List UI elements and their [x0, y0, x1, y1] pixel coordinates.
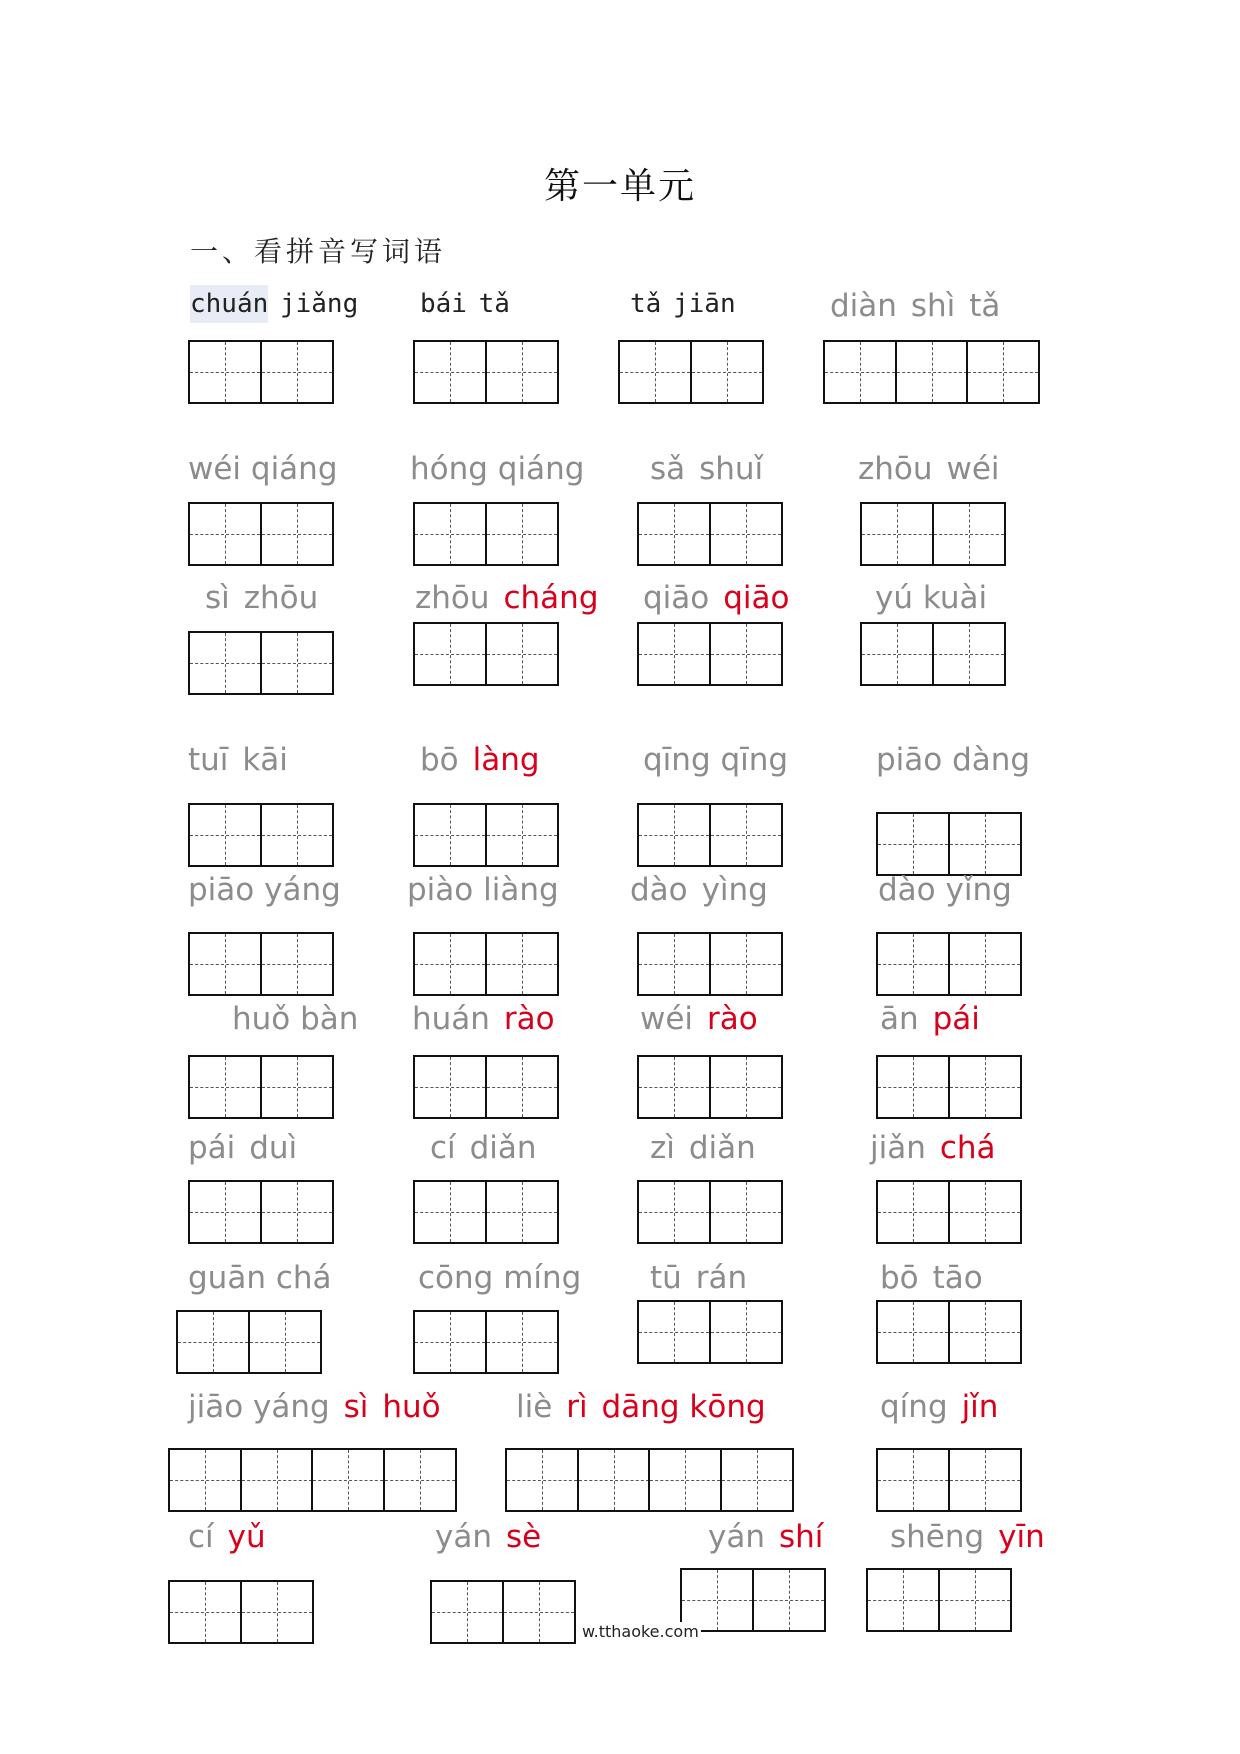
pinyin-prompt — [858, 451, 1000, 487]
pinyin-prompt — [876, 742, 1031, 778]
pinyin-syllable: yìng — [701, 872, 768, 908]
section-title: 一、看拼音写词语 — [190, 235, 447, 268]
pinyin-prompt — [188, 742, 288, 778]
pinyin-prompt — [435, 1519, 542, 1555]
pinyin-syllable: sì — [343, 1389, 369, 1425]
pinyin-syllable: qiāo — [643, 580, 710, 616]
writing-grid[interactable] — [680, 1568, 826, 1632]
writing-grid[interactable] — [876, 932, 1022, 996]
pinyin-prompt — [516, 1389, 766, 1425]
pinyin-syllable: shuǐ — [699, 451, 764, 487]
writing-grid[interactable] — [637, 502, 783, 566]
writing-cell[interactable] — [413, 502, 487, 566]
pinyin-syllable: chuán — [190, 285, 268, 323]
writing-cell[interactable] — [932, 502, 1006, 566]
writing-grid[interactable] — [413, 932, 559, 996]
writing-grid[interactable] — [876, 1180, 1022, 1244]
writing-grid[interactable] — [413, 1180, 559, 1244]
pinyin-syllable: piāo dàng — [876, 742, 1031, 778]
writing-cell[interactable] — [260, 1180, 334, 1244]
pinyin-prompt — [630, 291, 736, 317]
pinyin-syllable: tū — [650, 1260, 682, 1296]
writing-grid[interactable] — [860, 502, 1006, 566]
writing-cell[interactable] — [966, 340, 1040, 404]
writing-cell[interactable] — [260, 932, 334, 996]
pinyin-prompt — [430, 1130, 537, 1166]
writing-cell[interactable] — [866, 1568, 940, 1632]
writing-grid[interactable] — [430, 1580, 576, 1644]
pinyin-prompt — [643, 742, 789, 778]
pinyin-syllable: rán — [695, 1260, 748, 1296]
pinyin-syllable: kāi — [242, 742, 288, 778]
writing-cell[interactable] — [260, 803, 334, 867]
writing-cell[interactable] — [948, 1055, 1022, 1119]
writing-grid[interactable] — [188, 932, 334, 996]
writing-cell[interactable] — [168, 1580, 242, 1644]
pinyin-prompt — [650, 1260, 748, 1296]
writing-cell[interactable] — [948, 1300, 1022, 1364]
pinyin-syllable: piāo yáng — [188, 872, 341, 908]
pinyin-prompt — [205, 580, 319, 616]
pinyin-syllable: rì — [566, 1389, 588, 1425]
writing-grid[interactable] — [637, 932, 783, 996]
pinyin-syllable: cōng míng — [418, 1260, 582, 1296]
pinyin-syllable: yǔ — [227, 1519, 266, 1555]
writing-grid[interactable] — [637, 1055, 783, 1119]
writing-cell[interactable] — [948, 932, 1022, 996]
writing-cell[interactable] — [485, 1310, 559, 1374]
writing-cell[interactable] — [485, 803, 559, 867]
writing-cell[interactable] — [637, 502, 711, 566]
writing-grid[interactable] — [876, 1055, 1022, 1119]
pinyin-syllable: jiān — [673, 289, 736, 319]
writing-grid[interactable] — [618, 340, 764, 404]
pinyin-prompt — [188, 1260, 332, 1296]
writing-cell[interactable] — [188, 932, 262, 996]
pinyin-syllable: pái — [188, 1130, 236, 1166]
pinyin-syllable: tǎ — [969, 288, 1001, 324]
pinyin-syllable: piào liàng — [407, 872, 559, 908]
pinyin-syllable: wéi qiáng — [188, 451, 338, 487]
writing-grid[interactable] — [176, 1310, 322, 1374]
pinyin-syllable: tǎ — [630, 289, 662, 319]
writing-cell[interactable] — [413, 1310, 487, 1374]
pinyin-prompt — [232, 1001, 359, 1037]
writing-cell[interactable] — [637, 1300, 711, 1364]
pinyin-syllable: qīng qīng — [643, 742, 789, 778]
pinyin-syllable: dāng kōng — [601, 1389, 766, 1425]
pinyin-prompt — [640, 1001, 758, 1037]
pinyin-syllable: diǎn — [688, 1130, 756, 1166]
writing-cell[interactable] — [648, 1448, 722, 1512]
writing-cell[interactable] — [485, 622, 559, 686]
writing-cell[interactable] — [938, 1568, 1012, 1632]
writing-cell[interactable] — [168, 1448, 242, 1512]
pinyin-prompt — [880, 1389, 999, 1425]
writing-cell[interactable] — [383, 1448, 457, 1512]
pinyin-prompt — [630, 872, 768, 908]
writing-cell[interactable] — [895, 340, 969, 404]
writing-cell[interactable] — [709, 1300, 783, 1364]
writing-cell[interactable] — [948, 1180, 1022, 1244]
pinyin-prompt — [188, 1130, 298, 1166]
writing-grid[interactable] — [168, 1448, 457, 1512]
pinyin-syllable: zì — [650, 1130, 675, 1166]
pinyin-syllable: liè — [516, 1389, 553, 1425]
writing-cell[interactable] — [709, 1180, 783, 1244]
pinyin-syllable: guān chá — [188, 1260, 332, 1296]
pinyin-syllable: ān — [880, 1001, 919, 1037]
writing-grid[interactable] — [637, 1300, 783, 1364]
writing-grid[interactable] — [188, 1055, 334, 1119]
pinyin-syllable: sè — [505, 1519, 542, 1555]
pinyin-syllable: làng — [472, 742, 540, 778]
writing-cell[interactable] — [637, 803, 711, 867]
pinyin-prompt — [188, 451, 338, 487]
pinyin-syllable: yīn — [998, 1519, 1045, 1555]
pinyin-syllable: cí — [430, 1130, 456, 1166]
writing-cell[interactable] — [502, 1580, 576, 1644]
writing-cell[interactable] — [637, 1180, 711, 1244]
pinyin-syllable: huǒ bàn — [232, 1001, 359, 1037]
writing-cell[interactable] — [876, 932, 950, 996]
writing-grid[interactable] — [168, 1580, 314, 1644]
writing-cell[interactable] — [876, 1300, 950, 1364]
pinyin-prompt — [708, 1519, 824, 1555]
pinyin-syllable: jiǎng — [279, 289, 359, 319]
pinyin-prompt — [830, 288, 1001, 324]
writing-grid[interactable] — [188, 340, 334, 404]
pinyin-syllable: pái — [932, 1001, 980, 1037]
writing-cell[interactable] — [577, 1448, 651, 1512]
writing-grid[interactable] — [637, 803, 783, 867]
writing-cell[interactable] — [720, 1448, 794, 1512]
writing-cell[interactable] — [860, 502, 934, 566]
pinyin-prompt — [880, 1260, 983, 1296]
pinyin-syllable: cháng — [503, 580, 599, 616]
pinyin-syllable: yán — [435, 1519, 492, 1555]
pinyin-prompt — [188, 1519, 266, 1555]
writing-grid[interactable] — [876, 1448, 1022, 1512]
writing-grid[interactable] — [413, 803, 559, 867]
writing-cell[interactable] — [876, 1055, 950, 1119]
pinyin-syllable: yán — [708, 1519, 765, 1555]
pinyin-syllable: tuī — [188, 742, 229, 778]
writing-cell[interactable] — [948, 1448, 1022, 1512]
pinyin-prompt — [420, 291, 510, 317]
writing-cell[interactable] — [823, 340, 897, 404]
pinyin-prompt — [890, 1519, 1045, 1555]
pinyin-syllable: jiǎn — [870, 1130, 926, 1166]
pinyin-syllable: diǎn — [469, 1130, 537, 1166]
pinyin-syllable: qiāo — [723, 580, 790, 616]
pinyin-prompt — [870, 1130, 996, 1166]
writing-cell[interactable] — [188, 1055, 262, 1119]
writing-grid[interactable] — [876, 812, 1022, 876]
writing-cell[interactable] — [876, 1180, 950, 1244]
writing-cell[interactable] — [248, 1310, 322, 1374]
writing-cell[interactable] — [690, 340, 764, 404]
pinyin-prompt — [643, 580, 790, 616]
pinyin-syllable: tǎ — [478, 289, 510, 319]
writing-cell[interactable] — [485, 932, 559, 996]
pinyin-prompt — [420, 742, 540, 778]
writing-cell[interactable] — [176, 1310, 250, 1374]
pinyin-prompt — [407, 872, 559, 908]
writing-cell[interactable] — [485, 340, 559, 404]
writing-cell[interactable] — [188, 1180, 262, 1244]
writing-grid[interactable] — [637, 622, 783, 686]
pinyin-prompt — [190, 291, 358, 317]
pinyin-syllable: qíng — [880, 1389, 948, 1425]
pinyin-syllable: shí — [778, 1519, 824, 1555]
pinyin-syllable: huán — [412, 1001, 490, 1037]
writing-cell[interactable] — [485, 502, 559, 566]
pinyin-syllable: bō — [420, 742, 459, 778]
writing-grid[interactable] — [866, 1568, 1012, 1632]
pinyin-prompt — [418, 1260, 582, 1296]
writing-cell[interactable] — [876, 1448, 950, 1512]
writing-cell[interactable] — [485, 1055, 559, 1119]
pinyin-prompt — [188, 1389, 441, 1425]
writing-cell[interactable] — [188, 502, 262, 566]
writing-cell[interactable] — [709, 502, 783, 566]
pinyin-syllable: cí — [188, 1519, 214, 1555]
writing-grid[interactable] — [413, 1310, 559, 1374]
writing-cell[interactable] — [413, 622, 487, 686]
writing-cell[interactable] — [413, 1180, 487, 1244]
pinyin-syllable: shì — [910, 288, 956, 324]
pinyin-prompt — [188, 872, 341, 908]
pinyin-syllable: jǐn — [961, 1389, 999, 1425]
writing-cell[interactable] — [311, 1448, 385, 1512]
writing-grid[interactable] — [876, 1300, 1022, 1364]
watermark-text: w.tthaoke.com — [582, 1622, 699, 1641]
pinyin-prompt — [650, 451, 764, 487]
pinyin-syllable: rào — [503, 1001, 555, 1037]
pinyin-syllable: jiāo yáng — [188, 1389, 330, 1425]
pinyin-syllable: bái — [420, 289, 467, 319]
writing-cell[interactable] — [188, 631, 262, 695]
writing-cell[interactable] — [260, 631, 334, 695]
writing-cell[interactable] — [260, 502, 334, 566]
writing-grid[interactable] — [188, 631, 334, 695]
writing-cell[interactable] — [485, 1180, 559, 1244]
page-title: 第一单元 — [543, 166, 696, 207]
writing-grid[interactable] — [413, 502, 559, 566]
pinyin-prompt — [875, 580, 988, 616]
writing-cell[interactable] — [413, 340, 487, 404]
pinyin-syllable: yú kuài — [875, 580, 988, 616]
writing-cell[interactable] — [860, 622, 934, 686]
writing-cell[interactable] — [430, 1580, 504, 1644]
writing-grid[interactable] — [413, 622, 559, 686]
writing-cell[interactable] — [188, 340, 262, 404]
writing-cell[interactable] — [188, 803, 262, 867]
writing-cell[interactable] — [876, 812, 950, 876]
pinyin-syllable: dào — [630, 872, 688, 908]
writing-grid[interactable] — [637, 1180, 783, 1244]
writing-grid[interactable] — [188, 1180, 334, 1244]
writing-grid[interactable] — [188, 502, 334, 566]
writing-grid[interactable] — [413, 340, 559, 404]
pinyin-syllable: huǒ — [382, 1389, 441, 1425]
pinyin-syllable: diàn — [830, 288, 897, 324]
pinyin-syllable: bō — [880, 1260, 919, 1296]
pinyin-syllable: duì — [249, 1130, 298, 1166]
pinyin-syllable: dào yǐng — [878, 872, 1012, 908]
pinyin-syllable: sǎ — [650, 451, 686, 487]
writing-cell[interactable] — [505, 1448, 579, 1512]
pinyin-prompt — [650, 1130, 756, 1166]
pinyin-prompt — [415, 580, 599, 616]
writing-cell[interactable] — [637, 1055, 711, 1119]
writing-cell[interactable] — [240, 1580, 314, 1644]
pinyin-syllable: sì — [205, 580, 230, 616]
writing-grid[interactable] — [823, 340, 1040, 404]
writing-cell[interactable] — [709, 1055, 783, 1119]
writing-cell[interactable] — [413, 1055, 487, 1119]
writing-cell[interactable] — [618, 340, 692, 404]
writing-cell[interactable] — [413, 932, 487, 996]
pinyin-syllable: zhōu — [243, 580, 319, 616]
writing-grid[interactable] — [505, 1448, 794, 1512]
pinyin-syllable: wéi — [640, 1001, 694, 1037]
writing-cell[interactable] — [709, 803, 783, 867]
writing-cell[interactable] — [260, 1055, 334, 1119]
pinyin-prompt — [412, 1001, 555, 1037]
pinyin-syllable: shēng — [890, 1519, 985, 1555]
writing-cell[interactable] — [948, 812, 1022, 876]
writing-grid[interactable] — [188, 803, 334, 867]
pinyin-syllable: tāo — [932, 1260, 983, 1296]
pinyin-syllable: hóng qiáng — [410, 451, 585, 487]
pinyin-prompt — [880, 1001, 980, 1037]
pinyin-syllable: chá — [939, 1130, 996, 1166]
writing-cell[interactable] — [709, 932, 783, 996]
writing-cell[interactable] — [637, 932, 711, 996]
writing-cell[interactable] — [932, 622, 1006, 686]
writing-cell[interactable] — [413, 803, 487, 867]
pinyin-syllable: zhōu — [415, 580, 490, 616]
pinyin-prompt — [878, 872, 1012, 908]
writing-cell[interactable] — [637, 622, 711, 686]
writing-cell[interactable] — [240, 1448, 314, 1512]
writing-grid[interactable] — [413, 1055, 559, 1119]
pinyin-syllable: zhōu — [858, 451, 933, 487]
pinyin-syllable: wéi — [946, 451, 1000, 487]
pinyin-prompt — [410, 451, 585, 487]
writing-grid[interactable] — [860, 622, 1006, 686]
writing-cell[interactable] — [260, 340, 334, 404]
writing-cell[interactable] — [709, 622, 783, 686]
pinyin-syllable: rào — [706, 1001, 758, 1037]
writing-cell[interactable] — [752, 1568, 826, 1632]
